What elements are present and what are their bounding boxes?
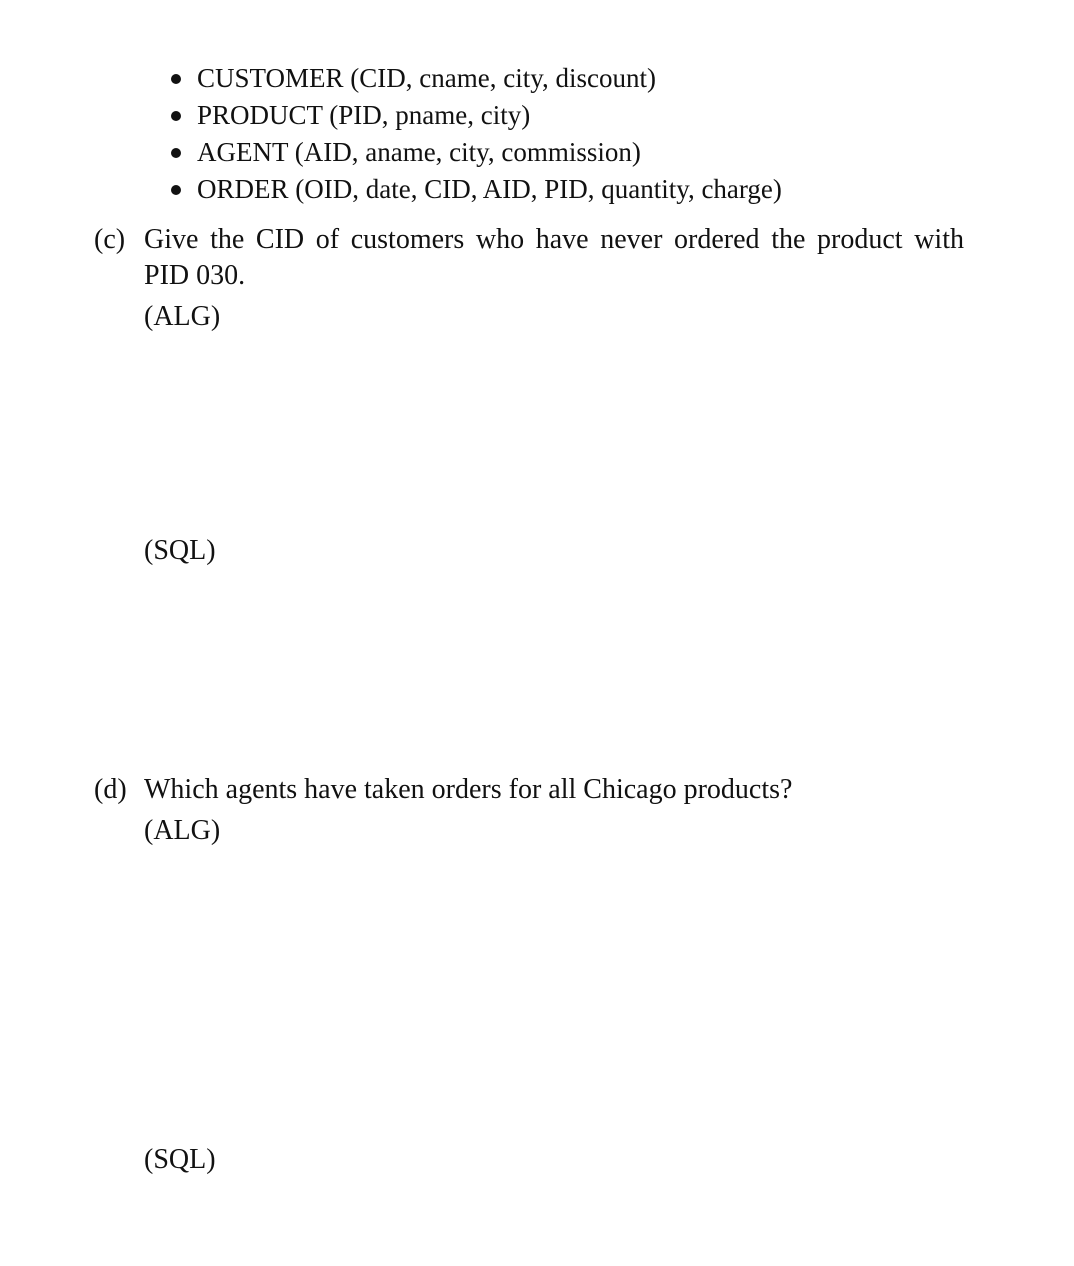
bullet-icon [171,148,181,158]
schema-list [170,60,782,208]
question-c-label: (c) [94,224,126,255]
question-c-alg-label: (ALG) [144,301,221,332]
bullet-icon [171,185,181,195]
question-c [94,222,964,294]
schema-item-product [170,97,782,134]
question-d [94,772,964,808]
schema-text: ORDER (OID, date, CID, AID, PID, quantity, charge) [197,174,782,204]
question-c-text: Give the CID of customers who have never ordered the product with PID 030. [144,224,964,291]
schema-item-order [170,171,782,208]
schema-text: CUSTOMER (CID, cname, city, discount) [197,63,656,93]
question-d-alg-label: (ALG) [144,815,221,846]
schema-text: PRODUCT (PID, pname, city) [197,100,531,130]
schema-text: AGENT (AID, aname, city, commission) [197,137,641,167]
question-c-sql-label: (SQL) [144,535,216,566]
question-d-sql-label: (SQL) [144,1144,216,1175]
question-d-label: (d) [94,774,127,805]
bullet-icon [171,111,181,121]
schema-item-customer [170,60,782,97]
bullet-icon [171,74,181,84]
schema-item-agent [170,134,782,171]
question-d-text: Which agents have taken orders for all Chicago products? [144,774,793,805]
